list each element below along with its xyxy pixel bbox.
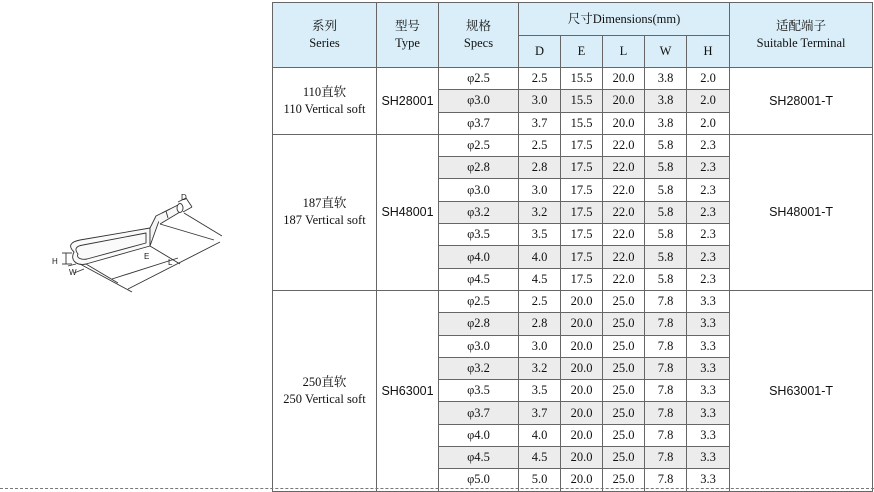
dim-d-cell: 3.2 <box>519 201 561 223</box>
dim-d-cell: 4.0 <box>519 246 561 268</box>
dim-e-cell: 17.5 <box>561 179 603 201</box>
dim-h-cell: 2.3 <box>687 246 730 268</box>
dim-l-cell: 22.0 <box>603 224 645 246</box>
table-row <box>273 134 873 156</box>
type-cell: SH28001 <box>377 68 439 135</box>
header-specs-cn: 规格 <box>465 19 491 33</box>
dim-w-cell: 7.8 <box>645 313 687 335</box>
header-dim-h: H <box>687 36 730 68</box>
dim-d-cell: 4.5 <box>519 268 561 290</box>
series-cn: 187直软 <box>302 196 347 211</box>
dim-w-cell: 5.8 <box>645 134 687 156</box>
dim-w-cell: 7.8 <box>645 380 687 402</box>
dim-h-cell: 2.3 <box>687 201 730 223</box>
dim-d-cell: 5.0 <box>519 469 561 491</box>
spec-cell: φ4.5 <box>439 268 519 290</box>
header-series-cn: 系列 <box>311 19 337 33</box>
spec-cell: φ3.0 <box>439 90 519 112</box>
dim-h-cell: 3.3 <box>687 424 730 446</box>
spec-cell: φ3.5 <box>439 380 519 402</box>
dim-d-cell: 2.5 <box>519 134 561 156</box>
dim-w-cell: 3.8 <box>645 112 687 134</box>
dim-d-cell: 2.8 <box>519 157 561 179</box>
dim-h-cell: 2.0 <box>687 112 730 134</box>
spec-cell: φ4.5 <box>439 447 519 469</box>
series-cell <box>273 68 377 135</box>
dim-w-cell: 5.8 <box>645 224 687 246</box>
dim-l-cell: 22.0 <box>603 201 645 223</box>
spec-table-container <box>272 2 872 492</box>
dim-e-cell: 17.5 <box>561 157 603 179</box>
header-terminal <box>730 3 873 68</box>
dim-h-cell: 3.3 <box>687 469 730 491</box>
dim-label-d: D <box>181 193 187 202</box>
diagram-panel <box>0 2 273 490</box>
dim-l-cell: 25.0 <box>603 290 645 312</box>
dim-w-cell: 7.8 <box>645 424 687 446</box>
terminal-cell: SH48001-T <box>730 134 873 290</box>
spec-cell: φ2.8 <box>439 313 519 335</box>
header-type-en: Type <box>395 36 420 50</box>
dim-h-cell: 3.3 <box>687 357 730 379</box>
dim-e-cell: 17.5 <box>561 224 603 246</box>
dim-l-cell: 22.0 <box>603 179 645 201</box>
dim-e-cell: 20.0 <box>561 380 603 402</box>
series-cn: 110直软 <box>302 84 347 99</box>
dim-h-cell: 3.3 <box>687 335 730 357</box>
dim-e-cell: 20.0 <box>561 469 603 491</box>
series-cell <box>273 290 377 491</box>
type-cell: SH48001 <box>377 134 439 290</box>
dim-e-cell: 20.0 <box>561 335 603 357</box>
dim-l-cell: 22.0 <box>603 157 645 179</box>
dim-w-cell: 5.8 <box>645 157 687 179</box>
series-cn: 250直软 <box>302 374 347 389</box>
dim-w-cell: 5.8 <box>645 268 687 290</box>
terminal-cell: SH28001-T <box>730 68 873 135</box>
header-dim-e: E <box>561 36 603 68</box>
table-row <box>273 290 873 312</box>
dim-w-cell: 5.8 <box>645 179 687 201</box>
type-cell: SH63001 <box>377 290 439 491</box>
dim-l-cell: 22.0 <box>603 246 645 268</box>
dim-w-cell: 7.8 <box>645 447 687 469</box>
dim-l-cell: 25.0 <box>603 380 645 402</box>
header-specs <box>439 3 519 68</box>
dim-w-cell: 7.8 <box>645 469 687 491</box>
dim-e-cell: 17.5 <box>561 268 603 290</box>
dim-e-cell: 20.0 <box>561 424 603 446</box>
dim-e-cell: 20.0 <box>561 290 603 312</box>
dim-l-cell: 25.0 <box>603 313 645 335</box>
dim-l-cell: 25.0 <box>603 424 645 446</box>
dim-d-cell: 2.8 <box>519 313 561 335</box>
header-series-en: Series <box>309 36 340 50</box>
dim-e-cell: 20.0 <box>561 357 603 379</box>
dim-e-cell: 20.0 <box>561 313 603 335</box>
spec-cell: φ3.0 <box>439 179 519 201</box>
header-type-cn: 型号 <box>394 19 420 33</box>
spec-cell: φ3.2 <box>439 357 519 379</box>
header-dim-w: W <box>645 36 687 68</box>
dim-h-cell: 2.0 <box>687 68 730 90</box>
header-series <box>273 3 377 68</box>
dim-label-l: L <box>168 258 173 267</box>
dim-l-cell: 20.0 <box>603 112 645 134</box>
header-dim-l: L <box>603 36 645 68</box>
header-dimensions: 尺寸Dimensions(mm) <box>519 3 730 36</box>
spec-cell: φ2.5 <box>439 290 519 312</box>
dim-l-cell: 22.0 <box>603 134 645 156</box>
dim-e-cell: 20.0 <box>561 447 603 469</box>
dim-e-cell: 17.5 <box>561 201 603 223</box>
spec-cell: φ3.5 <box>439 224 519 246</box>
spec-cell: φ4.0 <box>439 424 519 446</box>
spec-cell: φ2.5 <box>439 68 519 90</box>
spec-cell: φ2.5 <box>439 134 519 156</box>
dim-d-cell: 3.5 <box>519 224 561 246</box>
dim-e-cell: 17.5 <box>561 246 603 268</box>
spec-cell: φ3.7 <box>439 112 519 134</box>
dim-e-cell: 20.0 <box>561 402 603 424</box>
dim-label-h: H <box>52 257 58 266</box>
dim-w-cell: 5.8 <box>645 246 687 268</box>
terminal-cell: SH63001-T <box>730 290 873 491</box>
series-en: 250 Vertical soft <box>283 391 366 406</box>
dim-h-cell: 3.3 <box>687 380 730 402</box>
dim-w-cell: 7.8 <box>645 290 687 312</box>
dim-h-cell: 2.0 <box>687 90 730 112</box>
dim-d-cell: 3.0 <box>519 90 561 112</box>
dim-h-cell: 3.3 <box>687 447 730 469</box>
spec-cell: φ3.7 <box>439 402 519 424</box>
spec-table-body <box>273 68 873 492</box>
spec-cell: φ3.2 <box>439 201 519 223</box>
header-terminal-en: Suitable Terminal <box>756 36 846 50</box>
dim-h-cell: 3.3 <box>687 402 730 424</box>
series-en: 187 Vertical soft <box>283 213 366 228</box>
dim-l-cell: 20.0 <box>603 68 645 90</box>
spec-cell: φ2.8 <box>439 157 519 179</box>
dim-h-cell: 2.3 <box>687 179 730 201</box>
dim-h-cell: 2.3 <box>687 268 730 290</box>
dim-d-cell: 2.5 <box>519 290 561 312</box>
series-cell <box>273 134 377 290</box>
spec-cell: φ5.0 <box>439 469 519 491</box>
dim-d-cell: 4.0 <box>519 424 561 446</box>
dim-label-e: E <box>144 252 150 261</box>
dim-e-cell: 17.5 <box>561 134 603 156</box>
spec-cell: φ3.0 <box>439 335 519 357</box>
terminal-sleeve-drawing <box>0 2 272 490</box>
dim-w-cell: 7.8 <box>645 357 687 379</box>
header-dim-d: D <box>519 36 561 68</box>
dim-h-cell: 3.3 <box>687 290 730 312</box>
dim-w-cell: 7.8 <box>645 335 687 357</box>
spec-table <box>272 2 873 492</box>
dim-h-cell: 2.3 <box>687 157 730 179</box>
header-type <box>377 3 439 68</box>
dim-label-w: W <box>69 268 77 277</box>
dim-l-cell: 25.0 <box>603 447 645 469</box>
dim-d-cell: 3.0 <box>519 335 561 357</box>
series-en: 110 Vertical soft <box>283 101 366 116</box>
spec-cell: φ4.0 <box>439 246 519 268</box>
bottom-dashed-divider <box>0 488 874 489</box>
dim-w-cell: 3.8 <box>645 68 687 90</box>
dim-l-cell: 25.0 <box>603 469 645 491</box>
dim-l-cell: 25.0 <box>603 357 645 379</box>
dim-d-cell: 3.0 <box>519 179 561 201</box>
dim-d-cell: 4.5 <box>519 447 561 469</box>
dim-w-cell: 3.8 <box>645 90 687 112</box>
dim-d-cell: 3.5 <box>519 380 561 402</box>
dim-w-cell: 7.8 <box>645 402 687 424</box>
dim-d-cell: 3.2 <box>519 357 561 379</box>
dim-d-cell: 3.7 <box>519 112 561 134</box>
dim-l-cell: 22.0 <box>603 268 645 290</box>
header-specs-en: Specs <box>463 36 494 50</box>
dim-l-cell: 25.0 <box>603 335 645 357</box>
dim-e-cell: 15.5 <box>561 68 603 90</box>
dim-w-cell: 5.8 <box>645 201 687 223</box>
dim-h-cell: 2.3 <box>687 134 730 156</box>
dim-h-cell: 3.3 <box>687 313 730 335</box>
dim-e-cell: 15.5 <box>561 90 603 112</box>
dim-l-cell: 20.0 <box>603 90 645 112</box>
header-terminal-cn: 适配端子 <box>776 19 827 33</box>
dim-d-cell: 2.5 <box>519 68 561 90</box>
dim-d-cell: 3.7 <box>519 402 561 424</box>
dim-h-cell: 2.3 <box>687 224 730 246</box>
dim-e-cell: 15.5 <box>561 112 603 134</box>
dim-l-cell: 25.0 <box>603 402 645 424</box>
table-row <box>273 68 873 90</box>
